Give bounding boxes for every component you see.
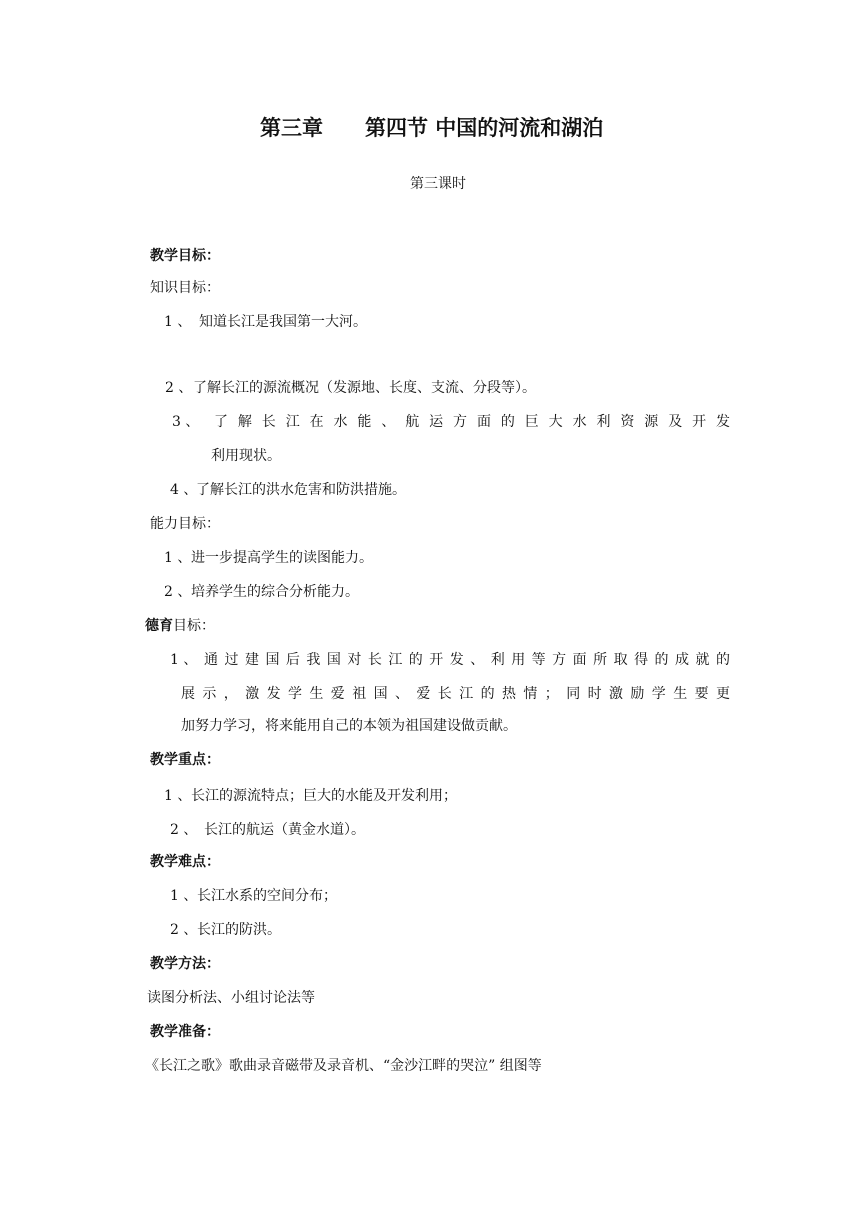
list-item-text: 长江水系的空间分布；: [197, 888, 337, 904]
list-item-text: 进一步提高学生的读图能力。: [191, 550, 373, 566]
objectives-heading: 教学目标：: [150, 248, 220, 264]
list-item-text: 长江的航运（黄金水道）。: [204, 822, 365, 838]
list-item-number: 1 、: [164, 550, 192, 566]
list-item-number: 1 、: [164, 314, 192, 330]
ability-heading: 能力目标：: [150, 516, 220, 532]
list-item-number: 1 、: [170, 888, 198, 904]
list-item-number: 4 、: [170, 482, 198, 498]
preparation-text: 《长江之歌》歌曲录音磁带及录音机、“金沙江畔的哭泣” 组图等: [145, 1058, 542, 1074]
list-item-number: 1 、: [170, 652, 198, 668]
list-item-continuation: 利用现状。: [211, 448, 281, 464]
list-item-number: 2 、: [164, 584, 192, 600]
list-item-text: 培养学生的综合分析能力。: [191, 584, 359, 600]
methods-heading: 教学方法：: [150, 956, 220, 972]
paragraph-line: 加努力学习，将来能用自己的本领为祖国建设做贡献。: [181, 718, 517, 734]
methods-text: 读图分析法、小组讨论法等: [147, 990, 315, 1006]
moral-heading-bold: 德育: [145, 618, 173, 634]
difficult-points-heading: 教学难点：: [150, 854, 220, 870]
list-item-text: 长江的源流特点；巨大的水能及开发利用；: [191, 788, 457, 804]
list-item-number: 2 、: [170, 922, 198, 938]
key-points-heading: 教学重点：: [150, 752, 220, 768]
title-section: 第四节 中国的河流和湖泊: [365, 116, 604, 140]
list-item-text: 了解长江在水能、航运方面的巨大水利资源及开发: [214, 414, 730, 430]
list-item-number: 2 、: [170, 822, 198, 838]
list-item-text: 了解长江的源流概况（发源地、长度、支流、分段等）。: [193, 380, 536, 396]
preparation-heading: 教学准备：: [150, 1024, 220, 1040]
list-item-text: 了解长江的洪水危害和防洪措施。: [196, 482, 406, 498]
paragraph-line: 展示，激发学生爱祖国、爱长江的热情；同时激励学生要更: [181, 686, 730, 702]
list-item-number: 2 、: [165, 380, 193, 396]
title-chapter: 第三章: [260, 116, 323, 140]
subtitle: 第三课时: [410, 176, 466, 192]
moral-heading: [145, 616, 215, 636]
list-item-text: 知道长江是我国第一大河。: [199, 314, 367, 330]
knowledge-heading: 知识目标：: [150, 280, 220, 296]
moral-heading-rest: 目标：: [173, 618, 215, 634]
list-item-text: 长江的防洪。: [197, 922, 281, 938]
list-item-number: 3 、: [172, 414, 200, 430]
list-item-number: 1 、: [164, 788, 192, 804]
paragraph-line: 通过建国后我国对长江的开发、利用等方面所取得的成就的: [204, 652, 730, 668]
